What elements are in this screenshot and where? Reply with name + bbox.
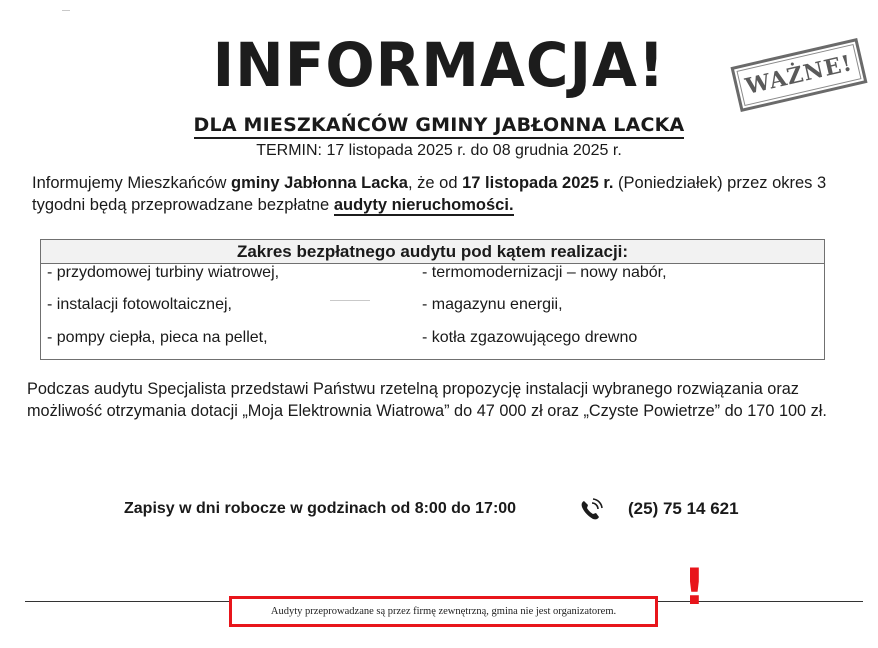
scope-item: - kotła zgazowującego drewno [422, 329, 638, 346]
audit-scope-box [40, 239, 825, 360]
intro-text-3: (Poniedziałek) przez okres 3 tygodni będą przeprowadzane bezpłatne [32, 174, 827, 214]
details-paragraph: Podczas audytu Specjalista przedstawi Państwu rzetelną propozycję instalacji wybranego rozwiązania oraz możliwość otrzymania dotacji „Moja Elektrownia Wiatrowa” do 47 000 zł oraz „Czyste Powietrze” do 170 100 zł. [27, 380, 827, 420]
intro-text-1: Informujemy Mieszkańców [32, 174, 231, 192]
intro-text-2: , że od [407, 174, 463, 192]
scope-item: - instalacji fotowoltaicznej, [47, 296, 232, 313]
scope-heading: Zakres bezpłatnego audytu pod kątem realizacji: [41, 240, 824, 264]
intro-municipality: gminy Jabłonna Lacka [230, 174, 408, 192]
scan-speck [330, 300, 370, 301]
stamp-label: WAŻNE! [742, 50, 856, 100]
scope-item: - pompy ciepła, pieca na pellet, [47, 329, 268, 346]
subtitle [0, 114, 878, 136]
registration-hours: Zapisy w dni robocze w godzinach od 8:00 do 17:00 [124, 500, 517, 517]
intro-start-date: 17 listopada 2025 r. [462, 174, 614, 192]
intro-audits: audyty nieruchomości. [333, 196, 514, 214]
disclaimer-box [229, 596, 658, 627]
subtitle-text: DLA MIESZKAŃCÓW GMINY JABŁONNA LACKA [194, 114, 685, 139]
page-title: INFORMACJA! [212, 29, 666, 101]
phone-number: (25) 75 14 621 [628, 499, 739, 518]
scope-item: - magazynu energii, [422, 296, 563, 313]
scan-speck [62, 10, 70, 11]
intro-paragraph [32, 172, 852, 216]
date-range: TERMIN: 17 listopada 2025 r. do 08 grudnia 2025 r. [256, 142, 622, 159]
disclaimer-text: Audyty przeprowadzane są przez firmę zewnętrzną, gmina nie jest organizatorem. [270, 606, 617, 617]
scope-item: - termomodernizacji – nowy nabór, [422, 264, 667, 281]
phone-ringing-icon [578, 497, 604, 523]
scope-item: - przydomowej turbiny wiatrowej, [47, 264, 280, 281]
exclamation-mark: ! [683, 558, 706, 616]
